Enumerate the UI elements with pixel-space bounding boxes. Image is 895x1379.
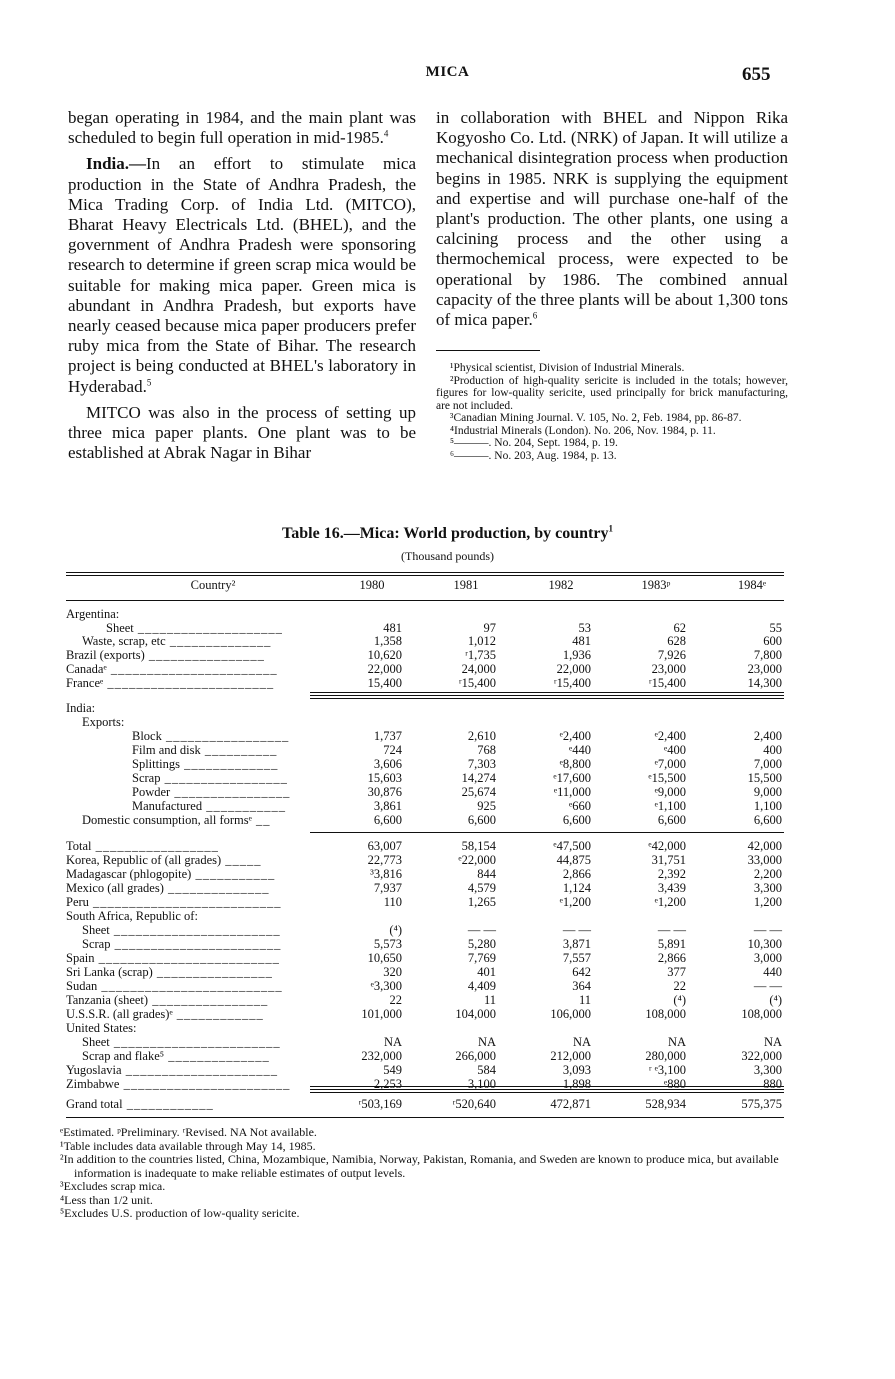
table-cell: ʳ15,400	[648, 676, 686, 690]
table-row	[0, 881, 895, 894]
row-label: U.S.S.R. (all grades)ᵉ ____________	[66, 1007, 264, 1021]
table-cell: (⁴)	[389, 923, 402, 937]
table-cell: 4,409	[467, 979, 496, 993]
table-cell: 575,375	[741, 1097, 782, 1111]
leader-dots: ________________	[148, 993, 269, 1007]
table-cell: 642	[572, 965, 591, 979]
leader-dots: ____________	[172, 1007, 264, 1021]
table-cell: 401	[477, 965, 496, 979]
table-row	[0, 757, 895, 770]
row-label: Zimbabwe _______________________	[66, 1077, 291, 1091]
table-row	[0, 909, 895, 922]
table-row	[0, 813, 895, 826]
table-cell: 2,253	[373, 1077, 402, 1091]
table-cell: 3,093	[562, 1063, 591, 1077]
footnote: ³Canadian Mining Journal. V. 105, No. 2, Feb. 1984, pp. 86-87.	[450, 412, 742, 424]
table-cell: 472,871	[550, 1097, 591, 1111]
paragraph: India.—In an effort to stimulate mica production in the State of Andhra Pradesh, the Mica Trading Corp. of India Ltd. (MITCO), Bharat Heavy Electricals Ltd. (BHEL), and the government of Andhra Pradesh were sponsoring research to determine if green scrap mica would be suitable for making mica paper. Green mica is abundant in Andhra Pradesh, but exports have nearly ceased because mica paper producers prefer ruby mica from the State of Bihar. The research project is being conducted at BHEL's laboratory in Hyderabad.$^5$	[68, 154, 416, 396]
table-cell: ᵉ2,400	[559, 729, 591, 743]
row-label: Film and disk __________	[132, 743, 278, 757]
column-header-1981: 1981	[453, 578, 479, 592]
table-cell: 1,124	[562, 881, 591, 895]
table-cell: ᵉ660	[569, 799, 591, 813]
leader-dots: ____________________	[133, 621, 283, 635]
table-cell: — —	[657, 923, 686, 937]
column-header-1983: 1983ᵖ	[641, 578, 671, 592]
table-row	[0, 676, 895, 689]
leader-dots: _________________	[160, 771, 288, 785]
table-cell: 232,000	[361, 1049, 402, 1063]
table-row	[0, 634, 895, 647]
table-cell: 1,936	[562, 648, 591, 662]
row-label: Grand total ____________	[66, 1097, 214, 1111]
table-cell: 377	[667, 965, 686, 979]
table-cell: 549	[383, 1063, 402, 1077]
leader-dots: ________________	[170, 785, 291, 799]
leader-dots: ____________	[122, 1097, 214, 1111]
table-rule	[310, 1089, 784, 1093]
row-label: Sheet ____________________	[106, 621, 283, 635]
table-cell: 3,100	[467, 1077, 496, 1091]
table-row	[0, 701, 895, 714]
table-cell: 6,600	[657, 813, 686, 827]
table-cell: 628	[667, 634, 686, 648]
table-cell: 3,439	[657, 881, 686, 895]
table-cell: 600	[763, 634, 782, 648]
table-cell: 7,000	[753, 757, 782, 771]
table-cell: ³3,816	[370, 867, 402, 881]
table-row	[0, 621, 895, 634]
table-cell: 58,154	[461, 839, 496, 853]
table-cell: 320	[383, 965, 402, 979]
table-cell: 2,400	[753, 729, 782, 743]
table-cell: — —	[753, 923, 782, 937]
row-label: Sheet _______________________	[82, 923, 281, 937]
leader-dots: ___________	[191, 867, 276, 881]
table-row	[0, 979, 895, 992]
table-note: ²In addition to the countries listed, China, Mozambique, Namibia, Norway, Pakistan, Romania, and Sweden are known to produce mica, but available information is inadequate to make reliable estimates of output levels.	[60, 1152, 779, 1180]
table-cell: (⁴)	[769, 993, 782, 1007]
table-cell: 3,300	[753, 881, 782, 895]
table-rule	[310, 1086, 784, 1087]
table-cell: 7,937	[373, 881, 402, 895]
table-cell: 15,400	[367, 676, 402, 690]
table-cell: 322,000	[741, 1049, 782, 1063]
row-label: South Africa, Republic of:	[66, 909, 198, 923]
table-cell: 23,000	[747, 662, 782, 676]
leader-dots: _______________________	[109, 923, 281, 937]
paragraph: in collaboration with BHEL and Nippon Rika Kogyosho Co. Ltd. (NRK) of Japan. It will utilize a mechanical disintegration process when production begins in 1985. NRK is supplying the equipment and expertise and will purchase one-half of the plant's production. The other plants, one using a calcining process and the other using a thermochemical process, were expected to be operational by 1986. The combined annual capacity of the three plants will be about 1,300 tons of mica paper.$^6$	[436, 108, 788, 330]
table-cell: 97	[483, 621, 496, 635]
column-header-1984: 1984ᵉ	[737, 578, 767, 592]
table-cell: 3,871	[562, 937, 591, 951]
table-row	[0, 993, 895, 1006]
table-cell: 44,875	[556, 853, 591, 867]
table-cell: 14,300	[747, 676, 782, 690]
paragraph: MITCO was also in the process of setting up three mica paper plants. One plant was to be established at Abrak Nagar in Bihar	[68, 402, 416, 463]
table-cell: 9,000	[753, 785, 782, 799]
leader-dots: __	[251, 813, 271, 827]
table-cell: NA	[477, 1035, 496, 1049]
table-cell: 11	[578, 993, 591, 1007]
table-row	[0, 951, 895, 964]
footnote: ²Production of high-quality sericite is included in the totals; however, figures for low-quality sericite, used principally for brick manufacturing, are not included.	[436, 374, 788, 412]
table-cell: 11	[483, 993, 496, 1007]
table-cell: 584	[477, 1063, 496, 1077]
leader-dots: _______________________	[103, 676, 275, 690]
table-cell: ᵉ47,500	[553, 839, 591, 853]
table-cell: 880	[763, 1077, 782, 1091]
table-row	[0, 771, 895, 784]
table-cell: ᵉ440	[569, 743, 591, 757]
table-cell: 15,603	[367, 771, 402, 785]
table-cell: — —	[467, 923, 496, 937]
table-row	[0, 1035, 895, 1048]
row-label: United States:	[66, 1021, 137, 1035]
table-note: ⁴Less than 1/2 unit.	[60, 1192, 153, 1207]
row-label: Scrap _________________	[132, 771, 288, 785]
table-cell: 63,007	[367, 839, 402, 853]
row-label: Yugoslavia _____________________	[66, 1063, 278, 1077]
table-row	[0, 867, 895, 880]
row-label: Brazil (exports) ________________	[66, 648, 265, 662]
table-cell: 6,600	[373, 813, 402, 827]
row-label: Mexico (all grades) ______________	[66, 881, 270, 895]
table-cell: ᵉ17,600	[553, 771, 591, 785]
table-note: ⁵Excludes U.S. production of low-quality sericite.	[60, 1206, 300, 1220]
footnote: ⁵———. No. 204, Sept. 1984, p. 19.	[450, 437, 618, 449]
table-cell: 528,934	[645, 1097, 686, 1111]
table-rule	[310, 832, 784, 833]
column-header-1980: 1980	[359, 578, 385, 592]
table-cell: 10,650	[367, 951, 402, 965]
leader-dots: _________________	[91, 839, 219, 853]
table-cell: 5,280	[467, 937, 496, 951]
table-cell: 2,866	[562, 867, 591, 881]
table-cell: ᵉ880	[664, 1077, 686, 1091]
table-cell: ᵉ1,200	[559, 895, 591, 909]
table-cell: 2,200	[753, 867, 782, 881]
table-cell: (⁴)	[673, 993, 686, 1007]
table-row	[0, 799, 895, 812]
table-cell: ᵉ15,500	[648, 771, 686, 785]
leader-dots: _________________________	[97, 979, 283, 993]
table-cell: ᵉ7,000	[654, 757, 686, 771]
footnote: ¹Physical scientist, Division of Industrial Minerals.	[450, 362, 685, 374]
table-cell: 400	[763, 743, 782, 757]
table-cell: 22,773	[367, 853, 402, 867]
table-cell: 925	[477, 799, 496, 813]
leader-dots: _______________________	[106, 662, 278, 676]
footnote: ⁴Industrial Minerals (London). No. 206, Nov. 1984, p. 11.	[450, 424, 716, 437]
row-label: Tanzania (sheet) ________________	[66, 993, 269, 1007]
table-row	[0, 853, 895, 866]
row-label: Scrap and flake⁵ ______________	[82, 1049, 270, 1063]
table-cell: NA	[763, 1035, 782, 1049]
table-cell: NA	[383, 1035, 402, 1049]
table-row	[0, 715, 895, 728]
table-cell: 2,866	[657, 951, 686, 965]
column-header-country: Country²	[190, 578, 236, 592]
leader-dots: _______________________	[119, 1077, 291, 1091]
table-cell: ᵉ1,200	[654, 895, 686, 909]
table-note: ¹Table includes data available through May 14, 1985.	[60, 1138, 316, 1153]
table-cell: 24,000	[461, 662, 496, 676]
table-cell: 481	[572, 634, 591, 648]
table-cell: 22,000	[367, 662, 402, 676]
table-cell: 30,876	[367, 785, 402, 799]
leader-dots: _____________________	[121, 1063, 278, 1077]
table-row	[0, 648, 895, 661]
table-cell: ʳ15,400	[553, 676, 591, 690]
table-cell: 22	[389, 993, 402, 1007]
table-row	[0, 895, 895, 908]
table-cell: 106,000	[550, 1007, 591, 1021]
table-cell: 6,600	[562, 813, 591, 827]
table-cell: 1,200	[753, 895, 782, 909]
table-cell: 6,600	[467, 813, 496, 827]
section-heading-india: India.—	[86, 154, 146, 174]
table-cell: 280,000	[645, 1049, 686, 1063]
table-row	[0, 1049, 895, 1062]
row-label: Waste, scrap, etc ______________	[82, 634, 272, 648]
row-label: Sheet _______________________	[82, 1035, 281, 1049]
table-rule	[310, 695, 784, 699]
table-cell: ᵉ8,800	[559, 757, 591, 771]
table-cell: 7,769	[467, 951, 496, 965]
table-cell: 42,000	[747, 839, 782, 853]
leader-dots: _____________	[179, 757, 279, 771]
table-cell: 3,861	[373, 799, 402, 813]
table-cell: 1,265	[467, 895, 496, 909]
table-cell: ʳ503,169	[358, 1097, 402, 1111]
table-cell: 7,800	[753, 648, 782, 662]
table-cell: 1,737	[373, 729, 402, 743]
table-cell: ᵉ1,100	[654, 799, 686, 813]
row-label: Canadaᵉ _______________________	[66, 662, 278, 676]
row-label: India:	[66, 701, 96, 715]
table-cell: 108,000	[741, 1007, 782, 1021]
row-label: Sri Lanka (scrap) ________________	[66, 965, 273, 979]
table-cell: 440	[763, 965, 782, 979]
table-row	[0, 839, 895, 852]
leader-dots: ___________	[202, 799, 286, 813]
table-cell: 31,751	[651, 853, 686, 867]
table-cell: 22,000	[556, 662, 591, 676]
leader-dots: __________	[200, 743, 278, 757]
table-cell: 10,620	[367, 648, 402, 662]
leader-dots: ________________	[144, 648, 265, 662]
table-cell: 104,000	[455, 1007, 496, 1021]
table-note: ᵉEstimated. ᵖPreliminary. ʳRevised. NA Not available.	[60, 1125, 317, 1139]
leader-dots: _______________________	[109, 1035, 281, 1049]
table-cell: 110	[383, 895, 402, 909]
table-row	[0, 743, 895, 756]
table-row	[0, 1063, 895, 1076]
table-cell: — —	[562, 923, 591, 937]
table-cell: 7,303	[467, 757, 496, 771]
table-cell: 23,000	[651, 662, 686, 676]
row-label: Scrap _______________________	[82, 937, 282, 951]
table-bottom-rule	[66, 1117, 784, 1118]
table-cell: 1,358	[373, 634, 402, 648]
table-cell: 10,300	[747, 937, 782, 951]
leader-dots: __________________________	[88, 895, 282, 909]
leader-dots: ______________	[164, 1049, 270, 1063]
table-rule	[310, 692, 784, 693]
table-row	[0, 965, 895, 978]
table-cell: 55	[769, 621, 782, 635]
row-label: Manufactured ___________	[132, 799, 286, 813]
table-cell: ʳ ᵉ3,100	[648, 1063, 686, 1077]
table-cell: ᵉ42,000	[648, 839, 686, 853]
table-notes	[60, 1126, 780, 1221]
table-row	[0, 729, 895, 742]
table-row	[0, 923, 895, 936]
table-cell: 5,573	[373, 937, 402, 951]
paragraph: began operating in 1984, and the main plant was scheduled to begin full operation in mid-1985.$^4$	[68, 108, 416, 148]
leader-dots: _________________________	[94, 951, 280, 965]
table-cell: 108,000	[645, 1007, 686, 1021]
table-cell: 1,898	[562, 1077, 591, 1091]
leader-dots: _____	[221, 853, 262, 867]
table-subtitle: (Thousand pounds)	[401, 549, 494, 563]
table-cell: ᵉ11,000	[553, 785, 591, 799]
table-cell: 3,300	[753, 1063, 782, 1077]
table-row	[0, 937, 895, 950]
row-label: Korea, Republic of (all grades) _____	[66, 853, 262, 867]
table-cell: 844	[477, 867, 496, 881]
row-label: Argentina:	[66, 607, 120, 621]
table-title: Table 16.—Mica: World production, by country$^1$	[282, 523, 613, 542]
table-cell: 5,891	[657, 937, 686, 951]
table-cell: ᵉ22,000	[458, 853, 496, 867]
row-label: Madagascar (phlogopite) ___________	[66, 867, 276, 881]
column-header-1982: 1982	[548, 578, 574, 592]
table-cell: 3,000	[753, 951, 782, 965]
page-number: 655	[742, 64, 771, 85]
leader-dots: ______________	[163, 881, 270, 895]
table-cell: NA	[572, 1035, 591, 1049]
table-cell: 53	[578, 621, 591, 635]
leader-dots: _______________________	[110, 937, 282, 951]
table-cell: ʳ1,735	[465, 648, 496, 662]
row-label: Domestic consumption, all formsᵉ __	[82, 813, 271, 827]
table-cell: 7,926	[657, 648, 686, 662]
table-row	[0, 785, 895, 798]
row-label: Powder ________________	[132, 785, 291, 799]
table-cell: 101,000	[361, 1007, 402, 1021]
table-cell: 2,392	[657, 867, 686, 881]
table-cell: 212,000	[550, 1049, 591, 1063]
footnote: ⁶———. No. 203, Aug. 1984, p. 13.	[450, 449, 617, 462]
table-cell: 14,274	[461, 771, 496, 785]
table-row	[0, 1097, 895, 1110]
table-cell: NA	[667, 1035, 686, 1049]
row-label: Spain _________________________	[66, 951, 280, 965]
table-cell: 6,600	[753, 813, 782, 827]
table-cell: ᵉ9,000	[654, 785, 686, 799]
table-cell: 266,000	[455, 1049, 496, 1063]
table-cell: 33,000	[747, 853, 782, 867]
leader-dots: ________________	[152, 965, 273, 979]
table-cell: ᵉ400	[664, 743, 686, 757]
table-row	[0, 607, 895, 620]
row-label: Block _________________	[132, 729, 290, 743]
row-label: Franceᵉ _______________________	[66, 676, 275, 690]
leader-dots: ______________	[165, 634, 272, 648]
row-label: Exports:	[82, 715, 125, 729]
table-cell: 22	[673, 979, 686, 993]
table-cell: ʳ15,400	[458, 676, 496, 690]
table-cell: 481	[383, 621, 402, 635]
table-cell: 724	[383, 743, 402, 757]
table-cell: 62	[673, 621, 686, 635]
table-cell: 3,606	[373, 757, 402, 771]
leader-dots: _________________	[161, 729, 290, 743]
table-cell: 4,579	[467, 881, 496, 895]
table-cell: 1,012	[467, 634, 496, 648]
table-cell: 364	[572, 979, 591, 993]
table-cell: 1,100	[753, 799, 782, 813]
table-cell: 25,674	[461, 785, 496, 799]
table-cell: ᵉ2,400	[654, 729, 686, 743]
row-label: Total _________________	[66, 839, 219, 853]
row-label: Splittings _____________	[132, 757, 279, 771]
row-label: Peru __________________________	[66, 895, 282, 909]
row-label: Sudan _________________________	[66, 979, 283, 993]
table-cell: — —	[753, 979, 782, 993]
table-cell: ʳ520,640	[452, 1097, 496, 1111]
table-cell: 15,500	[747, 771, 782, 785]
table-cell: ᵉ3,300	[370, 979, 402, 993]
table-cell: 2,610	[467, 729, 496, 743]
table-note: ³Excludes scrap mica.	[60, 1179, 166, 1193]
running-head-title: MICA	[425, 64, 470, 80]
table-cell: 7,557	[562, 951, 591, 965]
table-cell: 768	[477, 743, 496, 757]
table-row	[0, 1007, 895, 1020]
table-row	[0, 662, 895, 675]
table-row	[0, 1021, 895, 1034]
